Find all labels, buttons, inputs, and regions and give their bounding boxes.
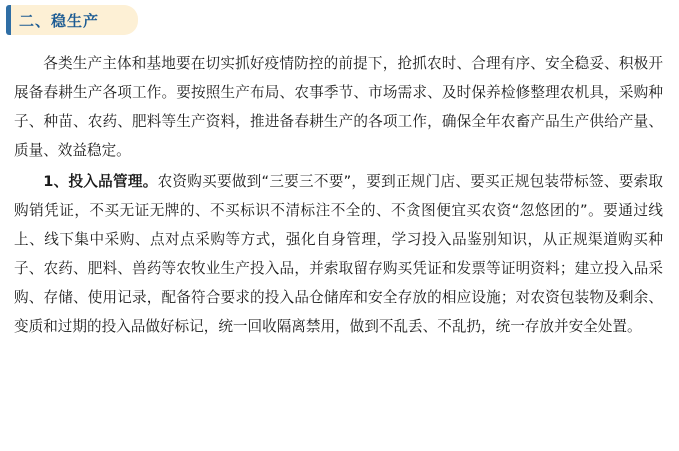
paragraph-2-text: 农资购买要做到“三要三不要”，要到正规门店、要买正规包装带标签、要索取购销凭证，不买无证无牌的、不买标识不清标注不全的、不贪图便宜买农资“忽悠团的”。要通过线上、线下集中采购、点对点采购等方式，强化自身管理，学习投入品鉴别知识，从正规渠道购买种子、农药、肥料、兽药等农牧业生产投入品，并索取留存购买凭证和发票等证明资料；建立投入品采购、存储、使用记录，配备符合要求的投入品仓储库和安全存放的相应设施；对农资包装物及剩余、变质和过期的投入品做好标记，统一回收隔离禁用，做到不乱丢、不乱扔，统一存放并安全处置。 [14, 173, 664, 335]
paragraph-2 [14, 167, 663, 341]
paragraph-1-text: 各类生产主体和基地要在切实抓好疫情防控的前提下，抢抓农时、合理有序、安全稳妥、积极开展备春耕生产各项工作。要按照生产布局、农事季节、市场需求、及时保养检修整理农机具，采购种子、种苗、农药、肥料等生产资料，推进备春耕生产的各项工作，确保全年农畜产品生产供给产量、质量、效益稳定。 [14, 55, 663, 159]
document-body [14, 49, 663, 341]
section-heading-text: 二、稳生产 [19, 11, 100, 30]
paragraph-1 [14, 49, 663, 165]
section-heading-banner [6, 5, 138, 35]
paragraph-2-lead: 1、投入品管理。 [43, 173, 158, 190]
document-page [0, 5, 679, 451]
